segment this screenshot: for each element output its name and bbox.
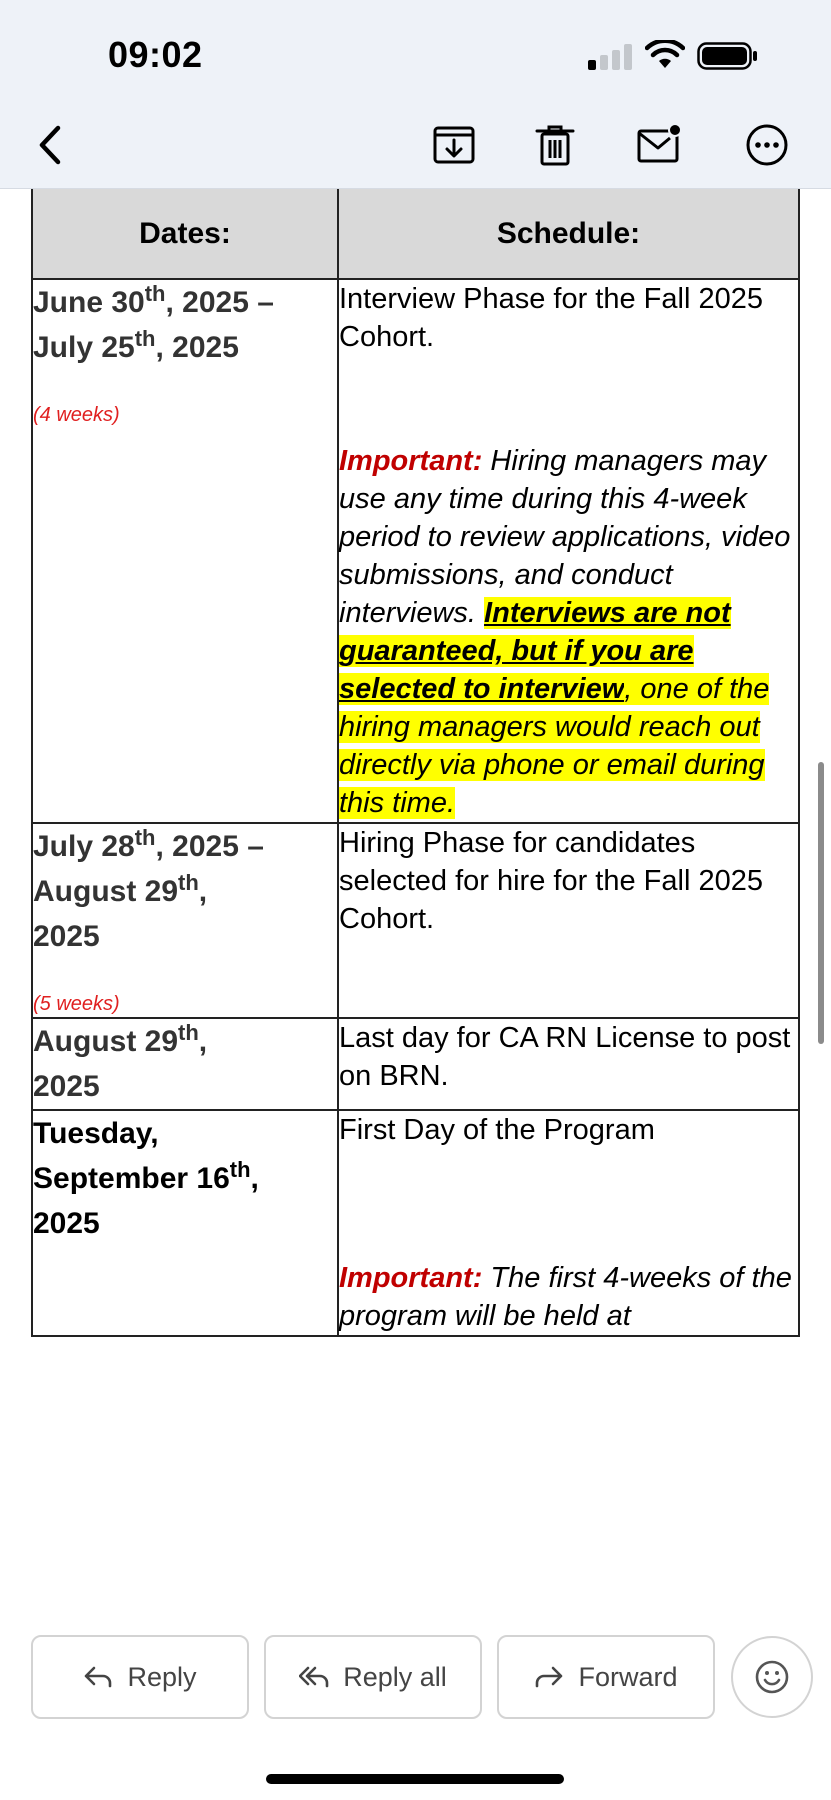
date-line: 2025 [33, 1070, 100, 1103]
table-row [32, 1018, 799, 1110]
date-line: June 30th, 2025 – [33, 281, 274, 319]
action-bar [0, 1620, 831, 1800]
battery-icon [697, 42, 759, 70]
date-line: September 16th, [33, 1157, 259, 1195]
date-line: July 28th, 2025 – [33, 825, 264, 863]
highlighted-text: Interviews are not guaranteed, but if you are selected to interview [339, 597, 731, 705]
table-header-row [32, 188, 799, 279]
date-cell [32, 1110, 338, 1336]
important-note: Important: The first 4-weeks of the program will be held at [339, 1262, 792, 1332]
date-line: August 29th, [33, 870, 208, 908]
email-body [0, 188, 831, 1620]
date-line: 2025 [33, 920, 100, 953]
schedule-cell [338, 1018, 799, 1110]
schedule-text: Hiring Phase for candidates selected for hire for the Fall 2025 Cohort. [339, 827, 763, 935]
more-icon[interactable] [744, 122, 790, 168]
forward-label: Forward [578, 1661, 678, 1692]
wifi-icon [645, 40, 685, 70]
date-line: August 29th, [33, 1020, 208, 1058]
reply-button[interactable] [31, 1635, 249, 1719]
date-line: Tuesday, [33, 1117, 159, 1150]
schedule-cell [338, 823, 799, 1018]
header-schedule: Schedule: [338, 188, 799, 279]
table-row [32, 1110, 799, 1336]
reply-icon [83, 1664, 113, 1690]
back-icon[interactable] [34, 122, 64, 168]
emoji-icon [754, 1659, 790, 1695]
date-cell [32, 279, 338, 823]
forward-button[interactable] [497, 1635, 715, 1719]
home-indicator [266, 1774, 564, 1784]
status-time: 09:02 [108, 34, 203, 75]
emoji-reaction-button[interactable] [731, 1636, 813, 1718]
mark-unread-icon[interactable] [636, 122, 682, 168]
reply-label: Reply [127, 1661, 197, 1692]
schedule-cell [338, 1110, 799, 1336]
scroll-indicator[interactable] [818, 762, 824, 1044]
forward-icon [534, 1664, 564, 1690]
header-dates: Dates: [32, 188, 338, 279]
reply-all-button[interactable] [264, 1635, 482, 1719]
schedule-cell [338, 279, 799, 823]
trash-icon[interactable] [532, 122, 578, 168]
date-cell [32, 1018, 338, 1110]
schedule-text: Last day for CA RN License to post on BRN. [339, 1022, 791, 1092]
important-label: Important: [339, 445, 483, 477]
top-bar [0, 0, 831, 189]
date-line: 2025 [33, 1207, 100, 1240]
schedule-text: First Day of the Program [339, 1114, 655, 1146]
duration-label: (4 weeks) [33, 404, 120, 426]
reply-all-label: Reply all [343, 1661, 447, 1692]
important-note: Important: Hiring managers may use any time during this 4-week period to review applications, video submissions, and conduct interviews. Interviews are not guaranteed, but if you are selected to interview, one of the hiring managers would reach out directly via phone or email during this time. [339, 445, 791, 819]
reply-all-icon [299, 1664, 329, 1690]
duration-label: (5 weeks) [33, 993, 120, 1015]
date-line: July 25th, 2025 [33, 326, 239, 364]
date-cell [32, 823, 338, 1018]
important-label: Important: [339, 1262, 483, 1294]
schedule-text: Interview Phase for the Fall 2025 Cohort. [339, 283, 763, 353]
table-row [32, 823, 799, 1018]
cellular-signal-icon [588, 44, 634, 70]
schedule-table [31, 188, 800, 1337]
table-row [32, 279, 799, 823]
archive-icon[interactable] [431, 122, 477, 168]
